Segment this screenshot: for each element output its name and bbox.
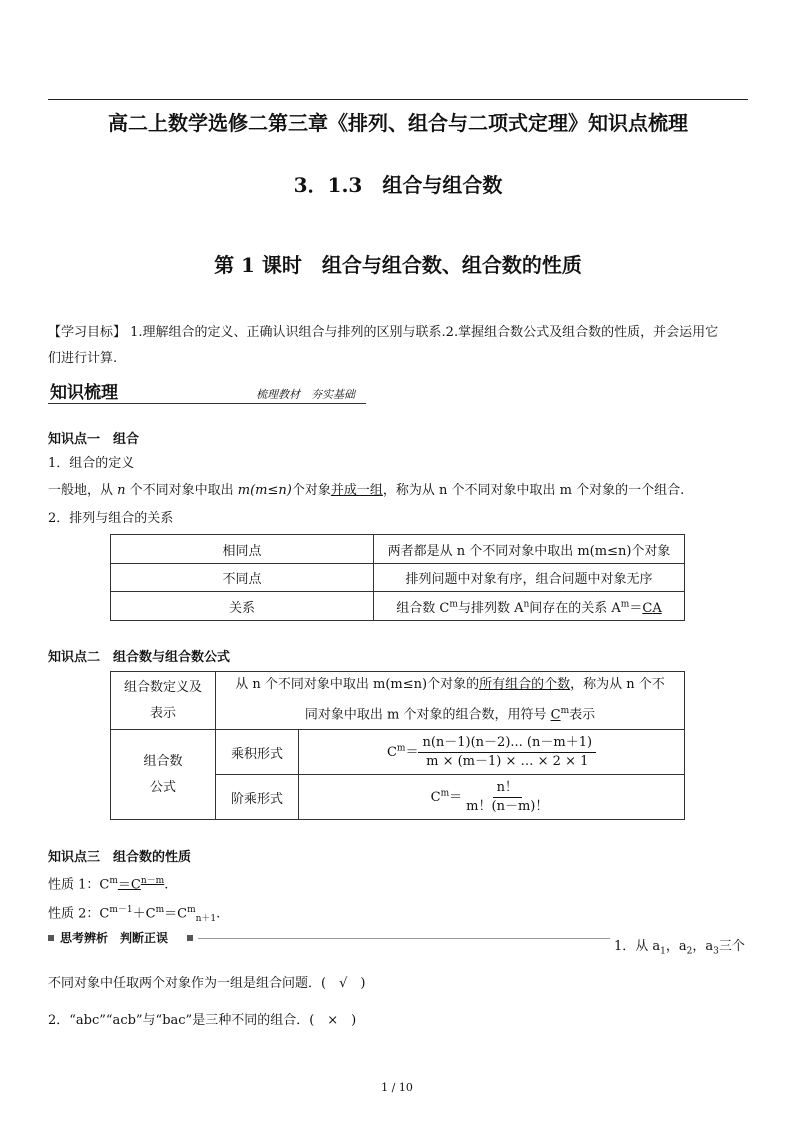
property-2: 性质 2：$C^{m-1}+C^m=C^m_{n+1}$.	[48, 905, 221, 924]
q1-start: 1．从 $a_1$，$a_2$，$a_3$三个	[614, 939, 745, 957]
row-value: 排列问题中对象有序，组合问题中对象无序	[374, 564, 685, 592]
factorial-form-label: 阶乘形式	[216, 775, 299, 820]
learning-goals	[48, 320, 758, 372]
kp1-heading: 知识点一 组合	[48, 432, 140, 447]
kp1-item1-title: 1．组合的定义	[48, 456, 135, 471]
kp1-definition: 一般地，从 n 个不同对象中取出 m(m≤n)个对象并成一组，称为从 n 个不同对象中取出 m 个对象的一个组合.	[48, 483, 685, 498]
table-row	[111, 730, 685, 775]
relation-table	[110, 534, 685, 621]
product-form-label: 乘积形式	[216, 730, 299, 775]
formula-table	[110, 671, 685, 820]
table-row	[111, 672, 685, 730]
banner-title: 知识梳理	[50, 383, 118, 403]
think-rule	[198, 938, 610, 939]
square-marker-icon	[187, 935, 193, 941]
table-row	[111, 564, 685, 592]
factorial-formula: $C^m=$ $\frac{n!}{m!(n-m)!}$	[299, 775, 685, 820]
doc-title: 高二上数学选修二第三章《排列、组合与二项式定理》知识点梳理	[108, 111, 688, 135]
def-content: 从 n 个不同对象中取出 m(m≤n)个对象的所有组合的个数，称为从 n 个不 同对象中取出 m 个对象的组合数，用符号 $C^m$表示	[216, 672, 685, 730]
def-keyword: 并成一组	[330, 483, 383, 498]
section-title: 3．1.3 组合与组合数	[293, 173, 503, 197]
table-row	[111, 592, 685, 621]
row-label: 关系	[111, 592, 374, 621]
square-marker-icon	[48, 935, 54, 941]
def-label: 组合数定义及 表示	[111, 672, 216, 730]
product-formula: $C^m=$ $\frac{n(n-1)(n-2)... (n-m+1)}{m \times (m-1) \times \dots \times 2 \times 1}$	[299, 730, 685, 775]
kp1-item2-title: 2．排列与组合的关系	[48, 511, 174, 526]
goals-line-1: 【学习目标】 1.理解组合的定义、正确认识组合与排列的区别与联系.2.掌握组合数公式及组合数的性质，并会运用它	[48, 325, 719, 340]
top-rule	[48, 99, 748, 100]
kp3-heading: 知识点三 组合数的性质	[48, 850, 192, 865]
formula-label: 组合数 公式	[111, 730, 216, 820]
row-value: 组合数 $C^m$与排列数 $A^n$间存在的关系 $A^m=CA$	[374, 592, 685, 621]
banner-subtitle: 梳理教材 夯实基础	[256, 388, 355, 401]
think-label: 思考辨析 判断正误	[60, 931, 169, 945]
row-value: 两者都是从 n 个不同对象中取出 m(m≤n)个对象	[374, 535, 685, 564]
property-1: 性质 1：$C^m=C^{n-m}$.	[48, 876, 169, 893]
table-row	[111, 535, 685, 564]
banner-underline	[48, 403, 366, 404]
knowledge-banner	[48, 378, 368, 408]
q1-continued: 不同对象中任取两个对象作为一组是组合问题．( √ )	[48, 976, 366, 991]
think-bar	[48, 929, 613, 949]
row-label: 相同点	[111, 535, 374, 564]
lesson-title: 第 1 课时 组合与组合数、组合数的性质	[214, 253, 582, 277]
page-number: 1 / 10	[381, 1081, 413, 1094]
q2: 2．“abc”“acb”与“bac”是三种不同的组合．( × )	[48, 1013, 357, 1028]
goals-line-2: 们进行计算.	[48, 351, 118, 366]
row-label: 不同点	[111, 564, 374, 592]
kp2-heading: 知识点二 组合数与组合数公式	[48, 650, 231, 665]
